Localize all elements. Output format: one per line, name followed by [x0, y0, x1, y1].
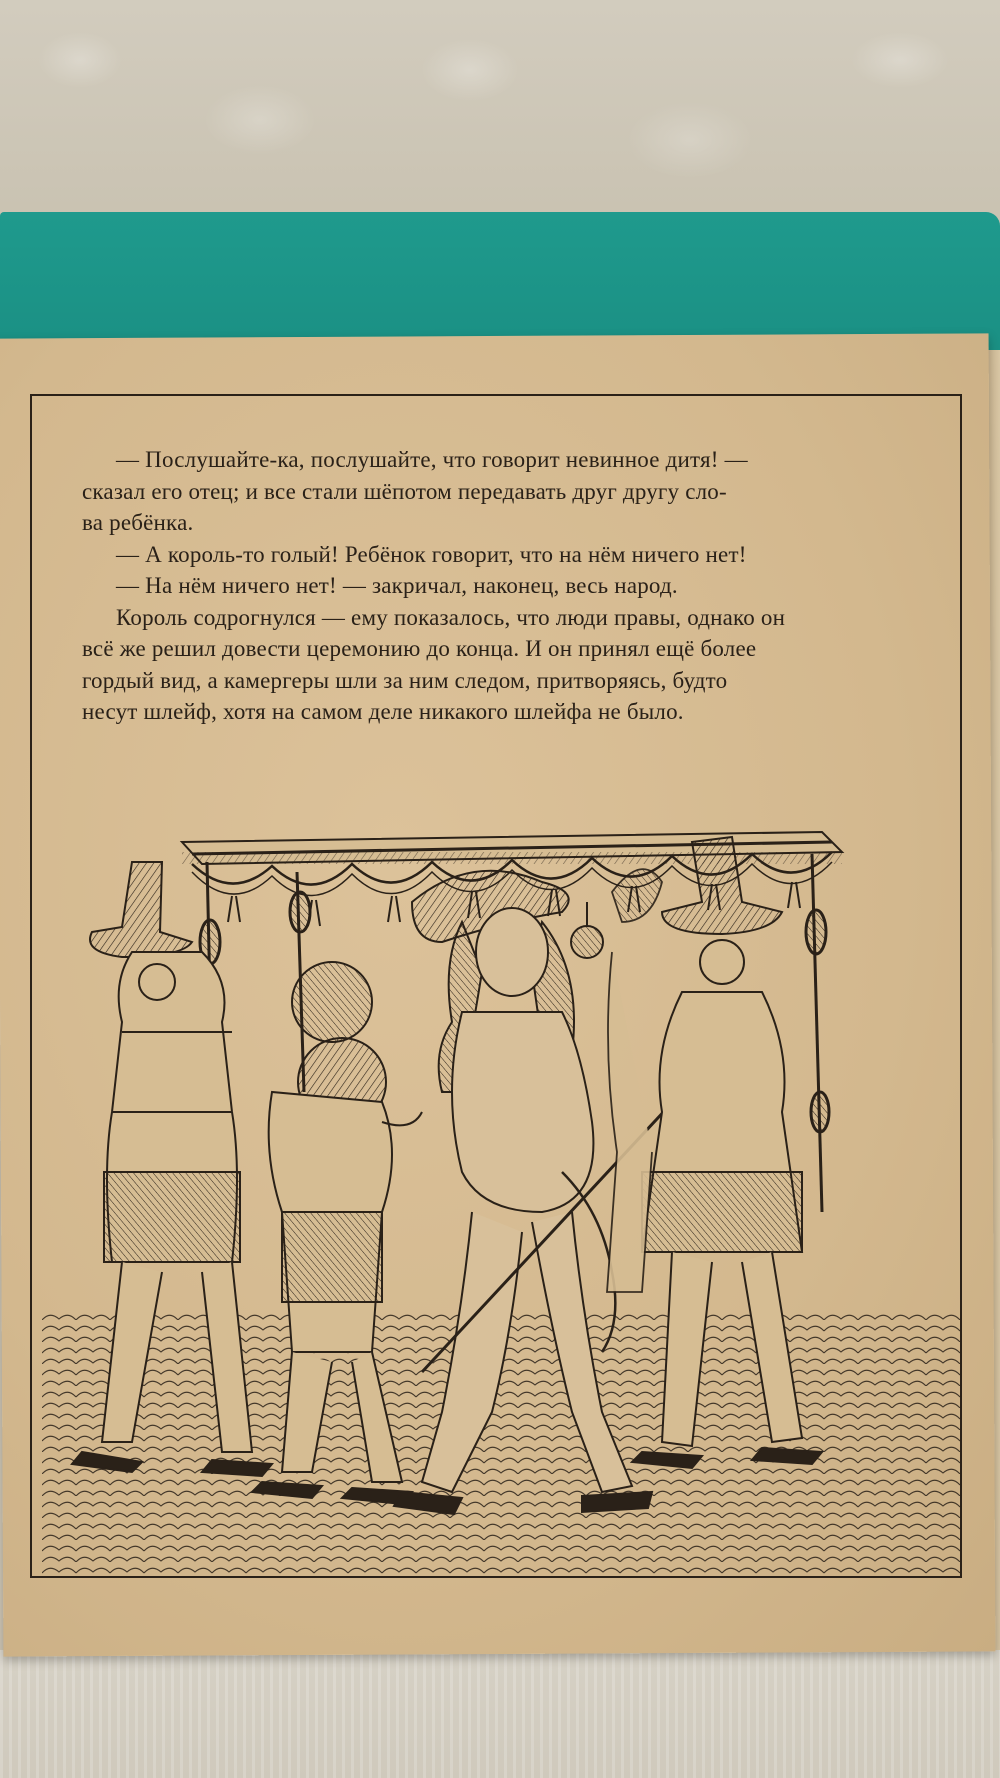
text-line: сказал его отец; и все стали шёпотом передавать друг другу сло-	[82, 478, 727, 504]
text-line: Король содрогнулся — ему показалось, что люди правы, однако он	[116, 604, 786, 630]
engraving-svg	[42, 792, 962, 1576]
paragraph-4	[82, 602, 922, 728]
paragraph-1	[82, 444, 922, 539]
paragraph-3	[82, 570, 922, 602]
text-line: ва ребёнка.	[82, 510, 194, 535]
text-line: несут шлейф, хотя на самом деле никакого шлейфа не было.	[82, 699, 684, 724]
text-line: — А король-то голый! Ребёнок говорит, что на нём ничего нет!	[116, 541, 747, 567]
procession-engraving	[42, 792, 962, 1576]
story-text	[82, 444, 922, 728]
text-line: — Послушайте-ка, послушайте, что говорит невинное дитя! —	[116, 447, 748, 472]
lace-tablecloth	[0, 1650, 1000, 1778]
text-line: гордый вид, а камергеры шли за ним следом, притворяясь, будто	[82, 667, 728, 693]
tablecloth-background	[0, 0, 1000, 230]
text-line: всё же решил довести церемонию до конца. И он принял ещё более	[82, 636, 757, 661]
text-line: — На нём ничего нет! — закричал, наконец, весь народ.	[116, 573, 678, 598]
paragraph-2	[82, 539, 922, 571]
